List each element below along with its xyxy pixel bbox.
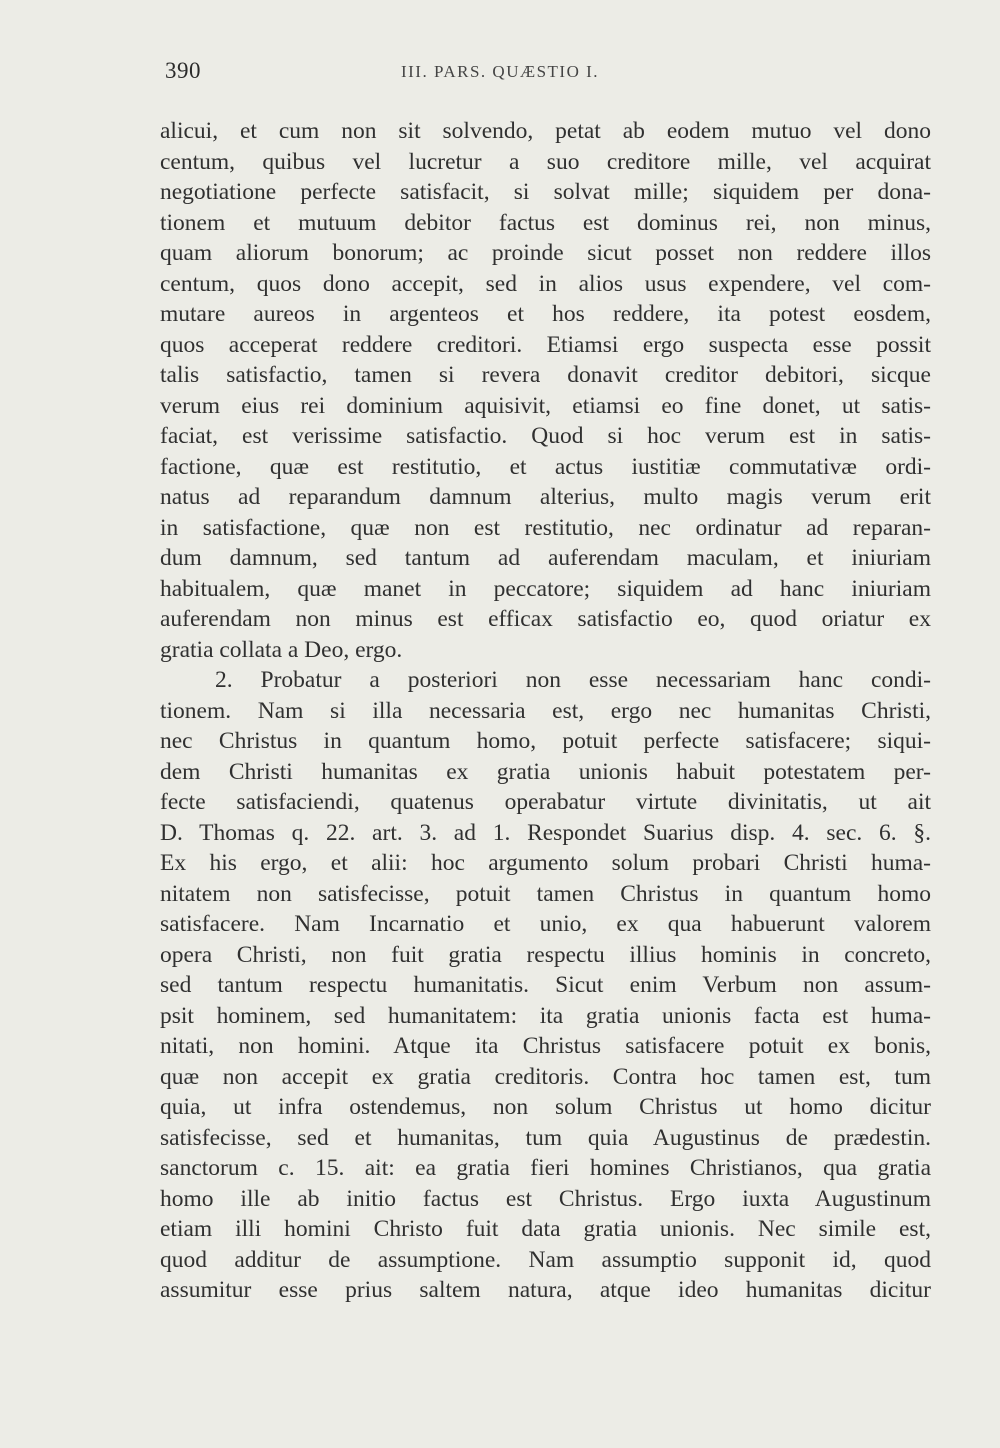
text-line: quam aliorum bonorum; ac proinde sicut posset non reddere illos [160, 240, 931, 266]
text-line: dum damnum, sed tantum ad auferendam maculam, et iniuriam [160, 545, 931, 571]
text-line: nitatem non satisfecisse, potuit tamen Christus in quantum homo [160, 880, 931, 907]
text-line: centum, quibus vel lucretur a suo creditore mille, vel acquirat [160, 148, 931, 175]
body-text [160, 116, 931, 1306]
text-line: alicui, et cum non sit solvendo, petat ab eodem mutuo vel dono [160, 118, 931, 144]
text-line: mutare aureos in argenteos et hos reddere, ita potest eosdem, [160, 301, 931, 327]
text-line: sanctorum c. 15. ait: ea gratia fieri homines Christianos, qua gratia [160, 1155, 931, 1181]
text-line: tionem et mutuum debitor factus est dominus rei, non minus, [160, 209, 931, 236]
text-line: etiam illi homini Christo fuit data gratia unionis. Nec simile est, [160, 1216, 931, 1242]
text-line: homo ille ab initio factus est Christus. Ergo iuxta Augustinum [160, 1185, 931, 1212]
text-line: centum, quos dono accepit, sed in alios usus expendere, vel com- [160, 270, 931, 297]
text-line: 2. Probatur a posteriori non esse necessariam hanc condi- [215, 667, 931, 693]
text-line: in satisfactione, quæ non est restitutio, nec ordinatur ad reparan- [160, 514, 931, 541]
text-line: assumitur esse prius saltem natura, atque ideo humanitas dicitur [160, 1277, 931, 1303]
text-line: auferendam non minus est efficax satisfactio eo, quod oriatur ex [160, 606, 931, 632]
text-line: nec Christus in quantum homo, potuit perfecte satisfacere; siqui- [160, 728, 931, 754]
page-number: 390 [165, 58, 201, 83]
text-line: fecte satisfaciendi, quatenus operabatur virtute divinitatis, ut ait [160, 789, 931, 815]
text-line: quod additur de assumptione. Nam assumptio supponit id, quod [160, 1246, 931, 1273]
text-line: gratia collata a Deo, ergo. [160, 636, 403, 663]
text-line: psit hominem, sed humanitatem: ita gratia unionis facta est huma- [160, 1002, 931, 1029]
text-line: dem Christi humanitas ex gratia unionis habuit potestatem per- [160, 758, 931, 785]
text-line: habitualem, quæ manet in peccatore; siquidem ad hanc iniuriam [160, 575, 931, 602]
text-line: natus ad reparandum damnum alterius, multo magis verum erit [160, 484, 931, 510]
text-line: satisfacere. Nam Incarnatio et unio, ex qua habuerunt valorem [160, 911, 931, 937]
text-line: opera Christi, non fuit gratia respectu illius hominis in concreto, [160, 941, 931, 968]
text-line: verum eius rei dominium aquisivit, etiamsi eo fine donet, ut satis- [160, 392, 931, 419]
text-line: D. Thomas q. 22. art. 3. ad 1. Respondet Suarius disp. 4. sec. 6. §. [160, 819, 931, 846]
text-line: quia, ut infra ostendemus, non solum Christus ut homo dicitur [160, 1094, 931, 1120]
text-line: sed tantum respectu humanitatis. Sicut enim Verbum non assum- [160, 972, 931, 998]
running-title: III. PARS. QUÆSTIO I. [400, 62, 600, 81]
text-line: negotiatione perfecte satisfacit, si solvat mille; siquidem per dona- [160, 179, 931, 205]
text-line: Ex his ergo, et alii: hoc argumento solum probari Christi huma- [160, 850, 931, 876]
text-line: quæ non accepit ex gratia creditoris. Contra hoc tamen est, tum [160, 1063, 931, 1090]
text-line: satisfecisse, sed et humanitas, tum quia Augustinus de prædestin. [160, 1124, 931, 1151]
text-line: tionem. Nam si illa necessaria est, ergo nec humanitas Christi, [160, 697, 931, 724]
text-line: nitati, non homini. Atque ita Christus satisfacere potuit ex bonis, [160, 1033, 931, 1059]
text-line: quos acceperat reddere creditori. Etiamsi ergo suspecta esse possit [160, 331, 931, 358]
text-line: faciat, est verissime satisfactio. Quod si hoc verum est in satis- [160, 423, 931, 449]
text-line: factione, quæ est restitutio, et actus iustitiæ commutativæ ordi- [160, 453, 931, 480]
text-line: talis satisfactio, tamen si revera donavit creditor debitori, sicque [160, 362, 931, 388]
